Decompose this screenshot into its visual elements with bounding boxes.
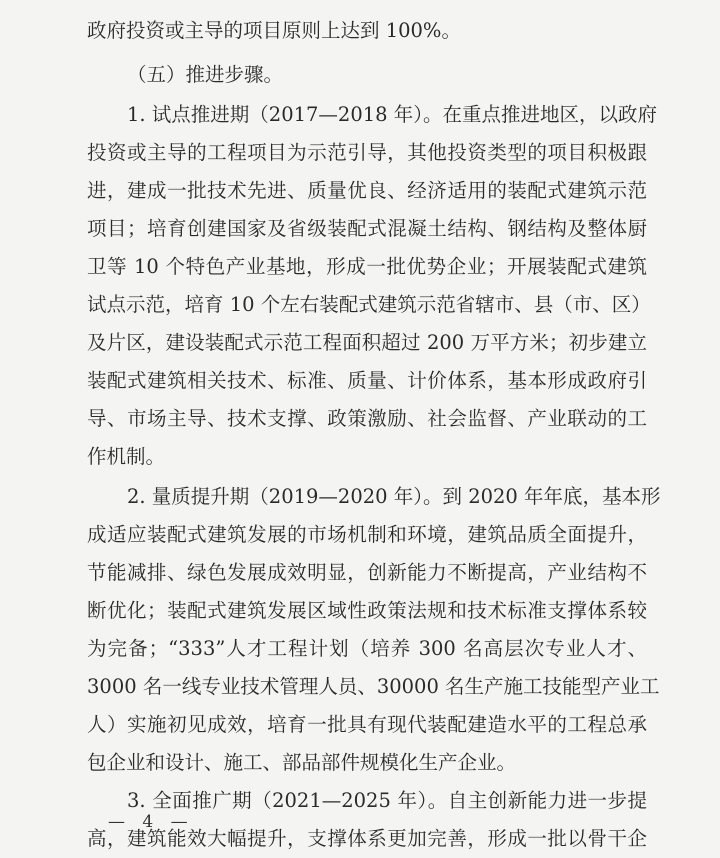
text-line: 成适应装配式建筑发展的市场机制和环境，建筑品质全面提升， (87, 523, 647, 546)
text-line: 包企业和设计、施工、部品部件规模化生产企业。 (87, 751, 517, 774)
text-line: 项目；培育创建国家及省级装配式混凝土结构、钢结构及整体厨 (87, 217, 647, 240)
text-line: 作机制。 (87, 445, 166, 468)
text-line: 断优化；装配式建筑发展区域性政策法规和技术标准支撑体系较 (87, 599, 647, 622)
text-line: 卫等 10 个特色产业基地，形成一批优势企业；开展装配式建筑 (87, 255, 647, 278)
text-line: 装配式建筑相关技术、标准、质量、计价体系，基本形成政府引 (87, 369, 647, 392)
section-heading: （五）推进步骤。 (127, 63, 284, 86)
text-line: 高，建筑能效大幅提升，支撑体系更加完善，形成一批以骨干企 (87, 827, 647, 850)
text-line: 投资或主导的工程项目为示范引导，其他投资类型的项目积极跟 (87, 141, 647, 164)
text-line: 节能减排、绿色发展成效明显，创新能力不断提高，产业结构不 (87, 561, 647, 584)
text-line: 及片区，建设装配式示范工程面积超过 200 万平方米；初步建立 (87, 331, 647, 354)
text-line: 1. 试点推进期（2017—2018 年）。在重点推进地区，以政府 (127, 103, 658, 126)
text-line: 进，建成一批技术先进、质量优良、经济适用的装配式建筑示范 (87, 179, 647, 202)
text-line: 试点示范，培育 10 个左右装配式建筑示范省辖市、县（市、区） (87, 293, 651, 316)
page-number: — 4 — (108, 812, 194, 832)
text-line: 为完备；“333”人才工程计划（培养 300 名高层次专业人才、 (87, 637, 647, 660)
text-line: 3. 全面推广期（2021—2025 年）。自主创新能力进一步提 (127, 789, 647, 812)
text-line: 3000 名一线专业技术管理人员、30000 名生产施工技能型产业工 (87, 675, 660, 698)
text-line: 导、市场主导、技术支撑、政策激励、社会监督、产业联动的工 (87, 407, 647, 430)
text-line: 政府投资或主导的项目原则上达到 100%。 (87, 19, 461, 42)
text-line: 2. 量质提升期（2019—2020 年）。到 2020 年年底，基本形 (127, 485, 661, 508)
text-line: 人）实施初见成效，培育一批具有现代装配建造水平的工程总承 (87, 713, 647, 736)
